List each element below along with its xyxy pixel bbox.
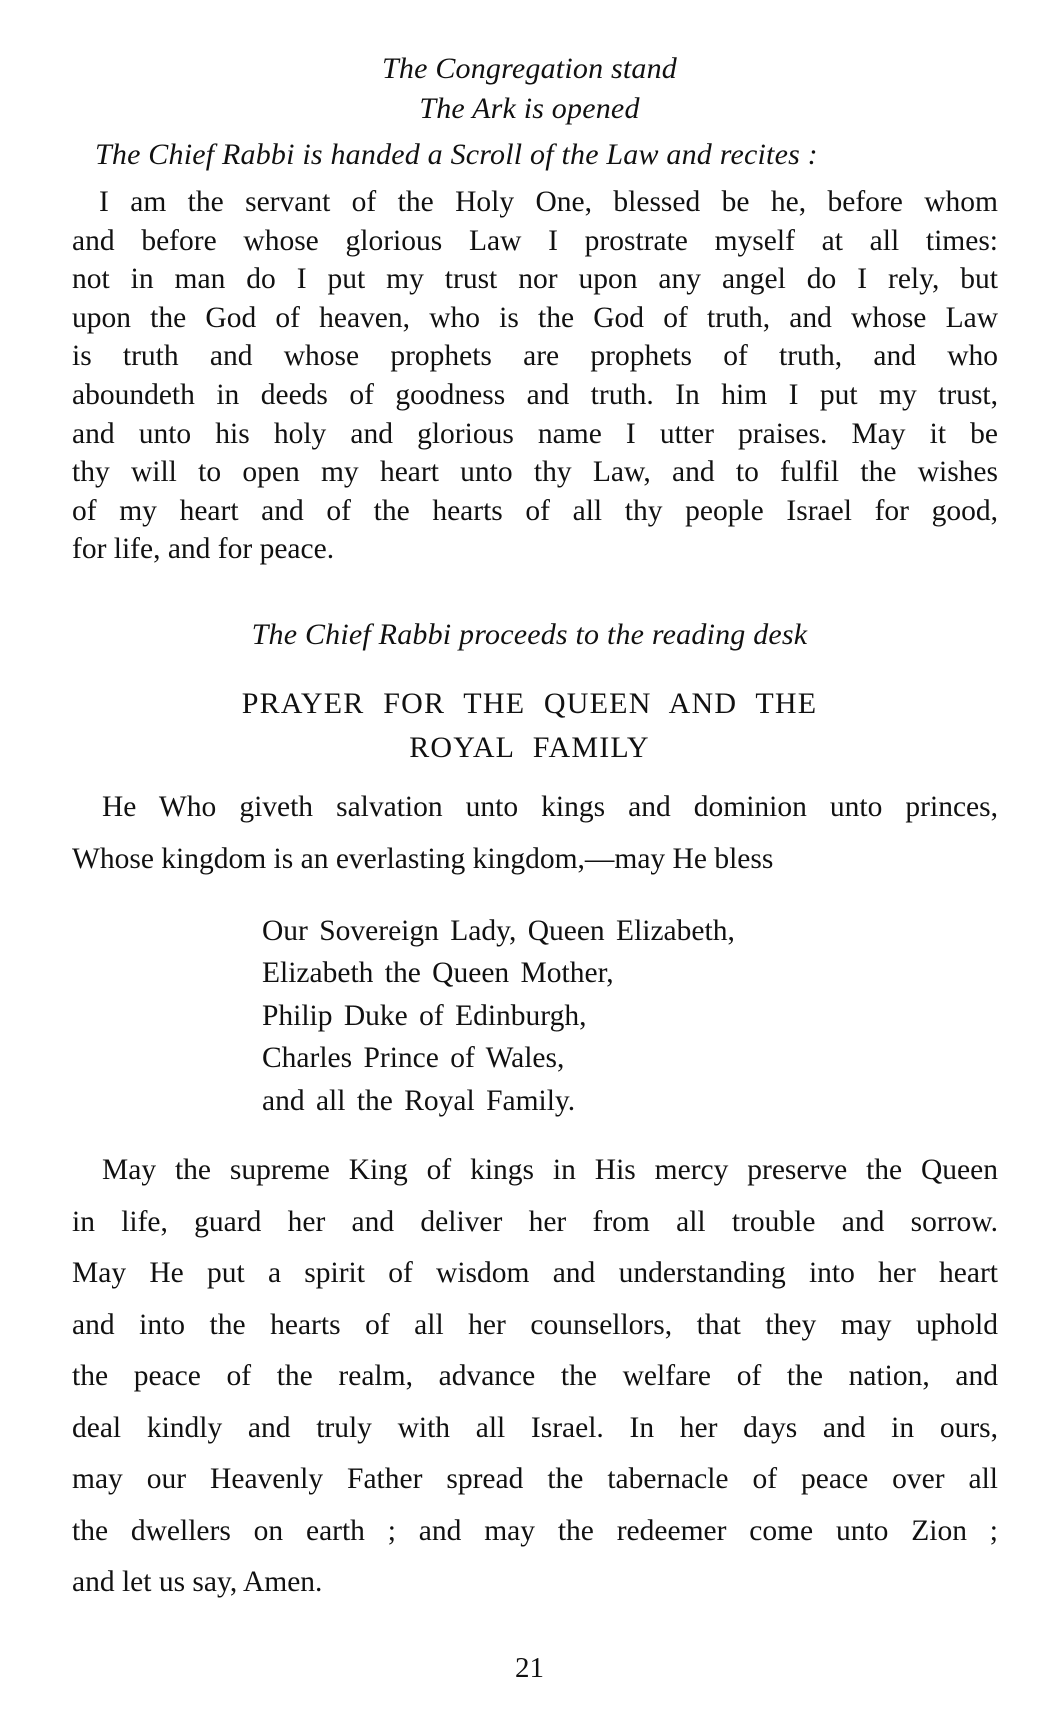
royal-family-item: Charles Prince of Wales, <box>262 1042 565 1075</box>
rubric-scroll-handed: The Chief Rabbi is handed a Scroll of the Law and recites : <box>95 138 818 171</box>
recitation-paragraph <box>72 183 998 569</box>
closing-prayer-line: in life, guard her and deliver her from all trouble and sorrow. <box>72 1205 998 1238</box>
blessing-intro-line: He Who giveth salvation unto kings and dominion unto princes, <box>102 791 998 823</box>
royal-family-item: and all the Royal Family. <box>262 1084 576 1117</box>
rubric-reading-desk: The Chief Rabbi proceeds to the reading desk <box>251 618 808 651</box>
closing-prayer-line: may our Heavenly Father spread the tabernacle of peace over all <box>72 1463 998 1495</box>
recitation-line: and before whose glorious Law I prostrate myself at all times: <box>72 224 998 257</box>
prayer-heading <box>0 682 1059 770</box>
closing-prayer-line: May He put a spirit of wisdom and understanding into her heart <box>72 1257 998 1289</box>
recitation-line: and unto his holy and glorious name I utter praises. May it be <box>72 417 998 450</box>
recitation-line: I am the servant of the Holy One, blessed be he, before whom <box>99 186 998 218</box>
blessing-intro-line: Whose kingdom is an everlasting kingdom,—may He bless <box>72 842 774 875</box>
royal-family-item: Philip Duke of Edinburgh, <box>262 999 587 1032</box>
royal-family-item: Our Sovereign Lady, Queen Elizabeth, <box>262 915 735 947</box>
closing-prayer-line: the dwellers on earth ; and may the redeemer come unto Zion ; <box>72 1514 998 1547</box>
prayer-heading-line1: PRAYER FOR THE QUEEN AND THE <box>241 687 818 720</box>
rubric-congregation-stand: The Congregation stand <box>382 52 677 85</box>
royal-family-list <box>262 910 735 1122</box>
closing-prayer-line: May the supreme King of kings in His mercy preserve the Queen <box>102 1154 998 1186</box>
recitation-line: not in man do I put my trust nor upon any angel do I rely, but <box>72 263 998 296</box>
page-number: 21 <box>515 1652 544 1684</box>
rubric-ark-opened: The Ark is opened <box>419 92 640 125</box>
closing-prayer-line: deal kindly and truly with all Israel. In her days and in ours, <box>72 1411 998 1444</box>
recitation-line: aboundeth in deeds of goodness and truth. In him I put my trust, <box>72 378 998 411</box>
recitation-line: for life, and for peace. <box>72 533 335 566</box>
recitation-line: upon the God of heaven, who is the God of truth, and whose Law <box>72 301 998 334</box>
royal-family-item: Elizabeth the Queen Mother, <box>262 957 614 990</box>
closing-prayer-line: and let us say, Amen. <box>72 1566 323 1598</box>
closing-prayer <box>72 1145 998 1609</box>
closing-prayer-line: and into the hearts of all her counsellors, that they may uphold <box>72 1308 998 1341</box>
closing-prayer-line: the peace of the realm, advance the welfare of the nation, and <box>72 1360 998 1392</box>
recitation-line: thy will to open my heart unto thy Law, and to fulfil the wishes <box>72 456 998 489</box>
prayer-heading-line2: ROYAL FAMILY <box>409 731 650 764</box>
recitation-line: is truth and whose prophets are prophets of truth, and who <box>72 340 998 373</box>
recitation-line: of my heart and of the hearts of all thy people Israel for good, <box>72 494 998 527</box>
blessing-intro <box>72 782 998 885</box>
